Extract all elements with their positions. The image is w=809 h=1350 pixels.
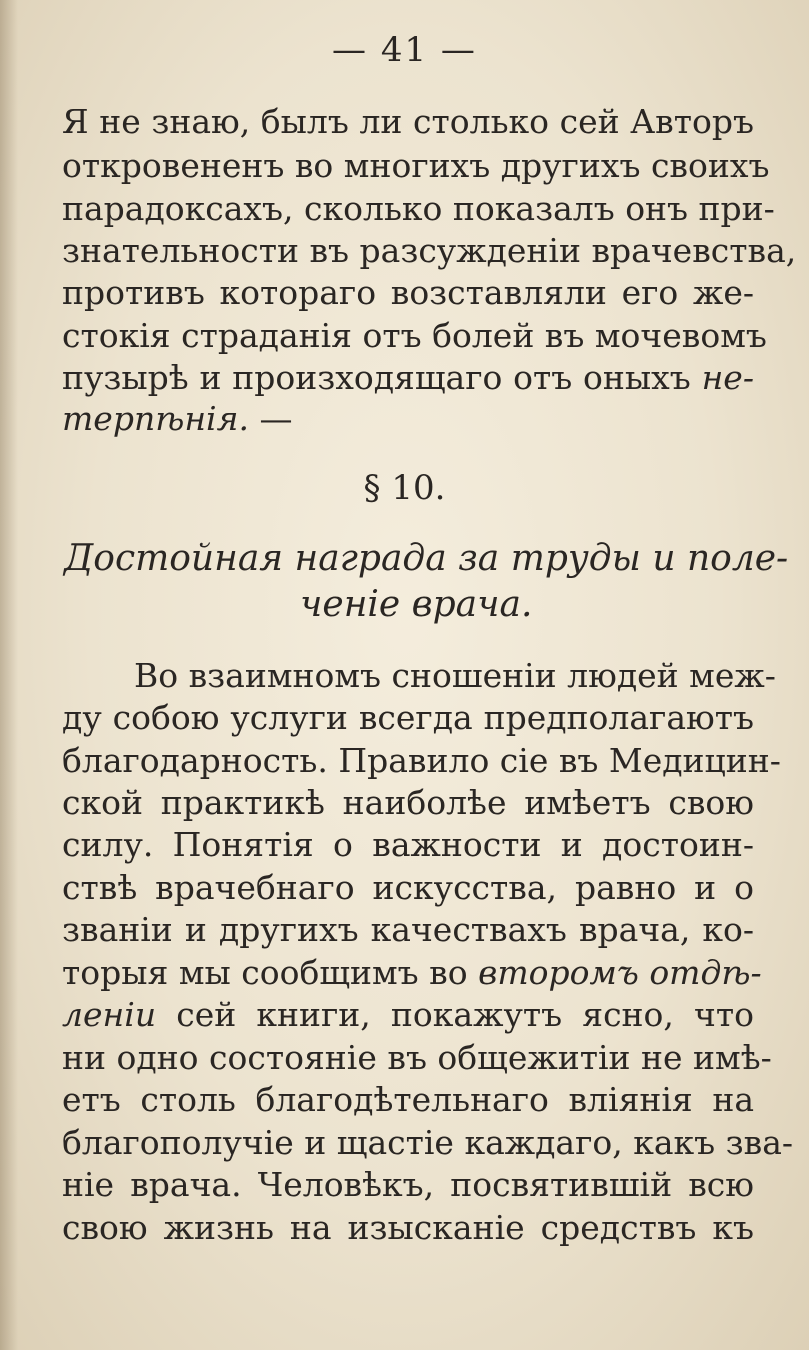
text-line: благополучіе и щастіе каждаго, какъ зва- [62, 1123, 794, 1162]
text-fragment: пузырѣ и произходящаго отъ оныхъ [62, 358, 691, 397]
italic-fragment: второмъ отдѣ- [478, 953, 762, 992]
text-line: ніе врача. Человѣкъ, посвятившій всю [62, 1165, 754, 1204]
text-line: ской практикѣ наиболѣе имѣетъ свою [62, 783, 754, 822]
text-line: Во взаимномъ сношеніи людей меж- [134, 656, 776, 695]
text-line: благодарность. Правило сіе въ Медицин- [62, 741, 781, 780]
text-line: свою жизнь на изысканіе средствъ къ [62, 1208, 754, 1247]
text-line: стокія страданія отъ болей въ мочевомъ [62, 316, 767, 355]
text-line: етъ столь благодѣтельнаго вліянія на [62, 1080, 754, 1119]
text-line-mixed [62, 358, 754, 398]
italic-fragment: терпѣнія. [62, 399, 249, 438]
text-line: парадоксахъ, сколько показалъ онъ при- [62, 189, 775, 228]
text-fragment: сей книги, покажутъ ясно, что [176, 995, 754, 1034]
page-number: — 41 — [332, 30, 477, 70]
section-title-line-1: Достойная награда за труды и поле- [64, 538, 789, 579]
text-line-mixed [62, 399, 754, 439]
section-number: § 10. [363, 468, 446, 508]
italic-fragment: не- [701, 358, 754, 397]
text-fragment: торыя мы сообщимъ во [62, 953, 468, 992]
text-line: силу. Понятія о важности и достоин- [62, 825, 754, 864]
text-line: откровененъ во многихъ другихъ своихъ [62, 146, 770, 185]
text-line: ду собою услуги всегда предполагаютъ [62, 698, 754, 737]
italic-fragment: леніи [62, 995, 157, 1034]
spine-shadow [0, 0, 18, 1350]
text-line: знательности въ разсужденіи врачевства, [62, 231, 797, 270]
text-line: званіи и другихъ качествахъ врача, ко- [62, 910, 754, 949]
text-line: ствѣ врачебнаго искусства, равно и о [62, 868, 754, 907]
text-line: ни одно состояніе въ общежитіи не имѣ- [62, 1038, 772, 1077]
text-line-mixed [62, 995, 754, 1035]
text-line-mixed [62, 953, 762, 993]
text-fragment: — [248, 399, 293, 438]
text-line: противъ котораго возставляли его же- [62, 273, 754, 312]
text-line: Я не знаю, былъ ли столько сей Авторъ [62, 102, 754, 141]
page-number-header [0, 30, 809, 70]
section-title-line-2: ченіе врача. [300, 584, 533, 625]
